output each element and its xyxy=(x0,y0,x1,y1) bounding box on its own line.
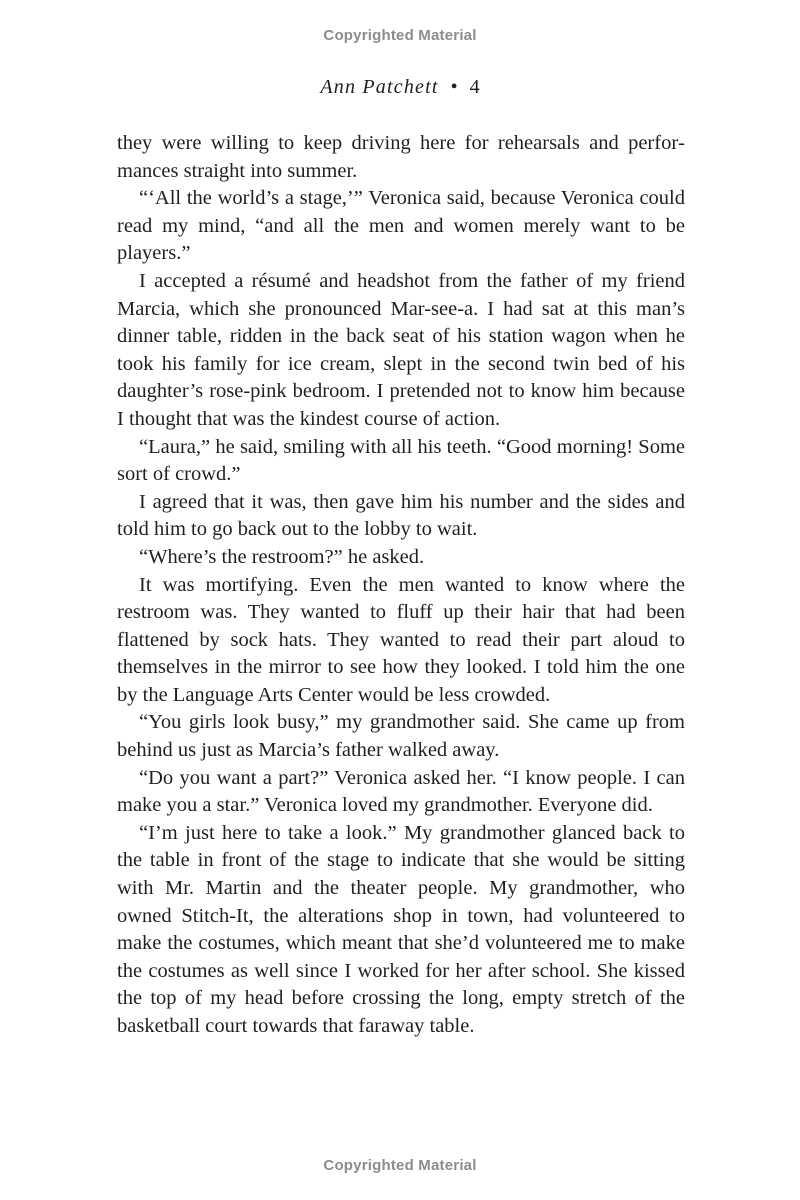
paragraph: “Laura,” he said, smiling with all his teeth. “Good morning! Some sort of crowd.” xyxy=(117,435,685,486)
body-text xyxy=(117,130,685,1041)
paragraph: It was mortifying. Even the men wanted to know where the restroom was. They wanted to fluff up their hair that had been flattened by sock hats. They wanted to read their part aloud to themselves in the mirror to see how they looked. I told him the one by the Language Arts Center would be less crowded. xyxy=(117,573,685,706)
running-head xyxy=(0,76,800,99)
paragraph: I agreed that it was, then gave him his number and the sides and told him to go back out to the lobby to wait. xyxy=(117,490,685,541)
copyright-watermark-top: Copyrighted Material xyxy=(323,27,477,44)
paragraph: “I’m just here to take a look.” My grandmother glanced back to the table in front of the stage to indicate that she would be sitting with Mr. Martin and the theater people. My grandmother, who owned Stitch-It, the alterations shop in town, had volunteered to make the costumes, which meant that she’d volunteered me to make the costumes as well since I worked for her after school. She kissed the top of my head before crossing the long, empty stretch of the basketball court towards that faraway table. xyxy=(117,821,685,1037)
paragraph: “You girls look busy,” my grandmother said. She came up from behind us just as Marcia’s father walked away. xyxy=(117,711,685,762)
paragraph-continued: they were willing to keep driving here for rehearsals and performances straight into summer. xyxy=(117,132,685,182)
paragraph: “‘All the world’s a stage,’” Veronica said, because Veronica could read my mind, “and all the men and women merely want to be players.” xyxy=(117,187,685,265)
paragraph: I accepted a résumé and headshot from the father of my friend Marcia, which she pronounced Mar-see-a. I had sat at this man’s dinner table, ridden in the back seat of his station wagon when he took his family for ice cream, slept in the second twin bed of his daughter’s rose-pink bedroom. I pretended not to know him because I thought that was the kindest course of action. xyxy=(117,269,685,430)
page-number: 4 xyxy=(469,76,480,98)
copyright-watermark-bottom: Copyrighted Material xyxy=(323,1157,477,1174)
running-head-separator: • xyxy=(450,76,458,98)
paragraph: “Where’s the restroom?” he asked. xyxy=(139,545,425,568)
running-head-author: Ann Patchett xyxy=(320,76,439,98)
paragraph: “Do you want a part?” Veronica asked her. “I know people. I can make you a star.” Veronica loved my grandmother. Everyone did. xyxy=(117,766,685,817)
